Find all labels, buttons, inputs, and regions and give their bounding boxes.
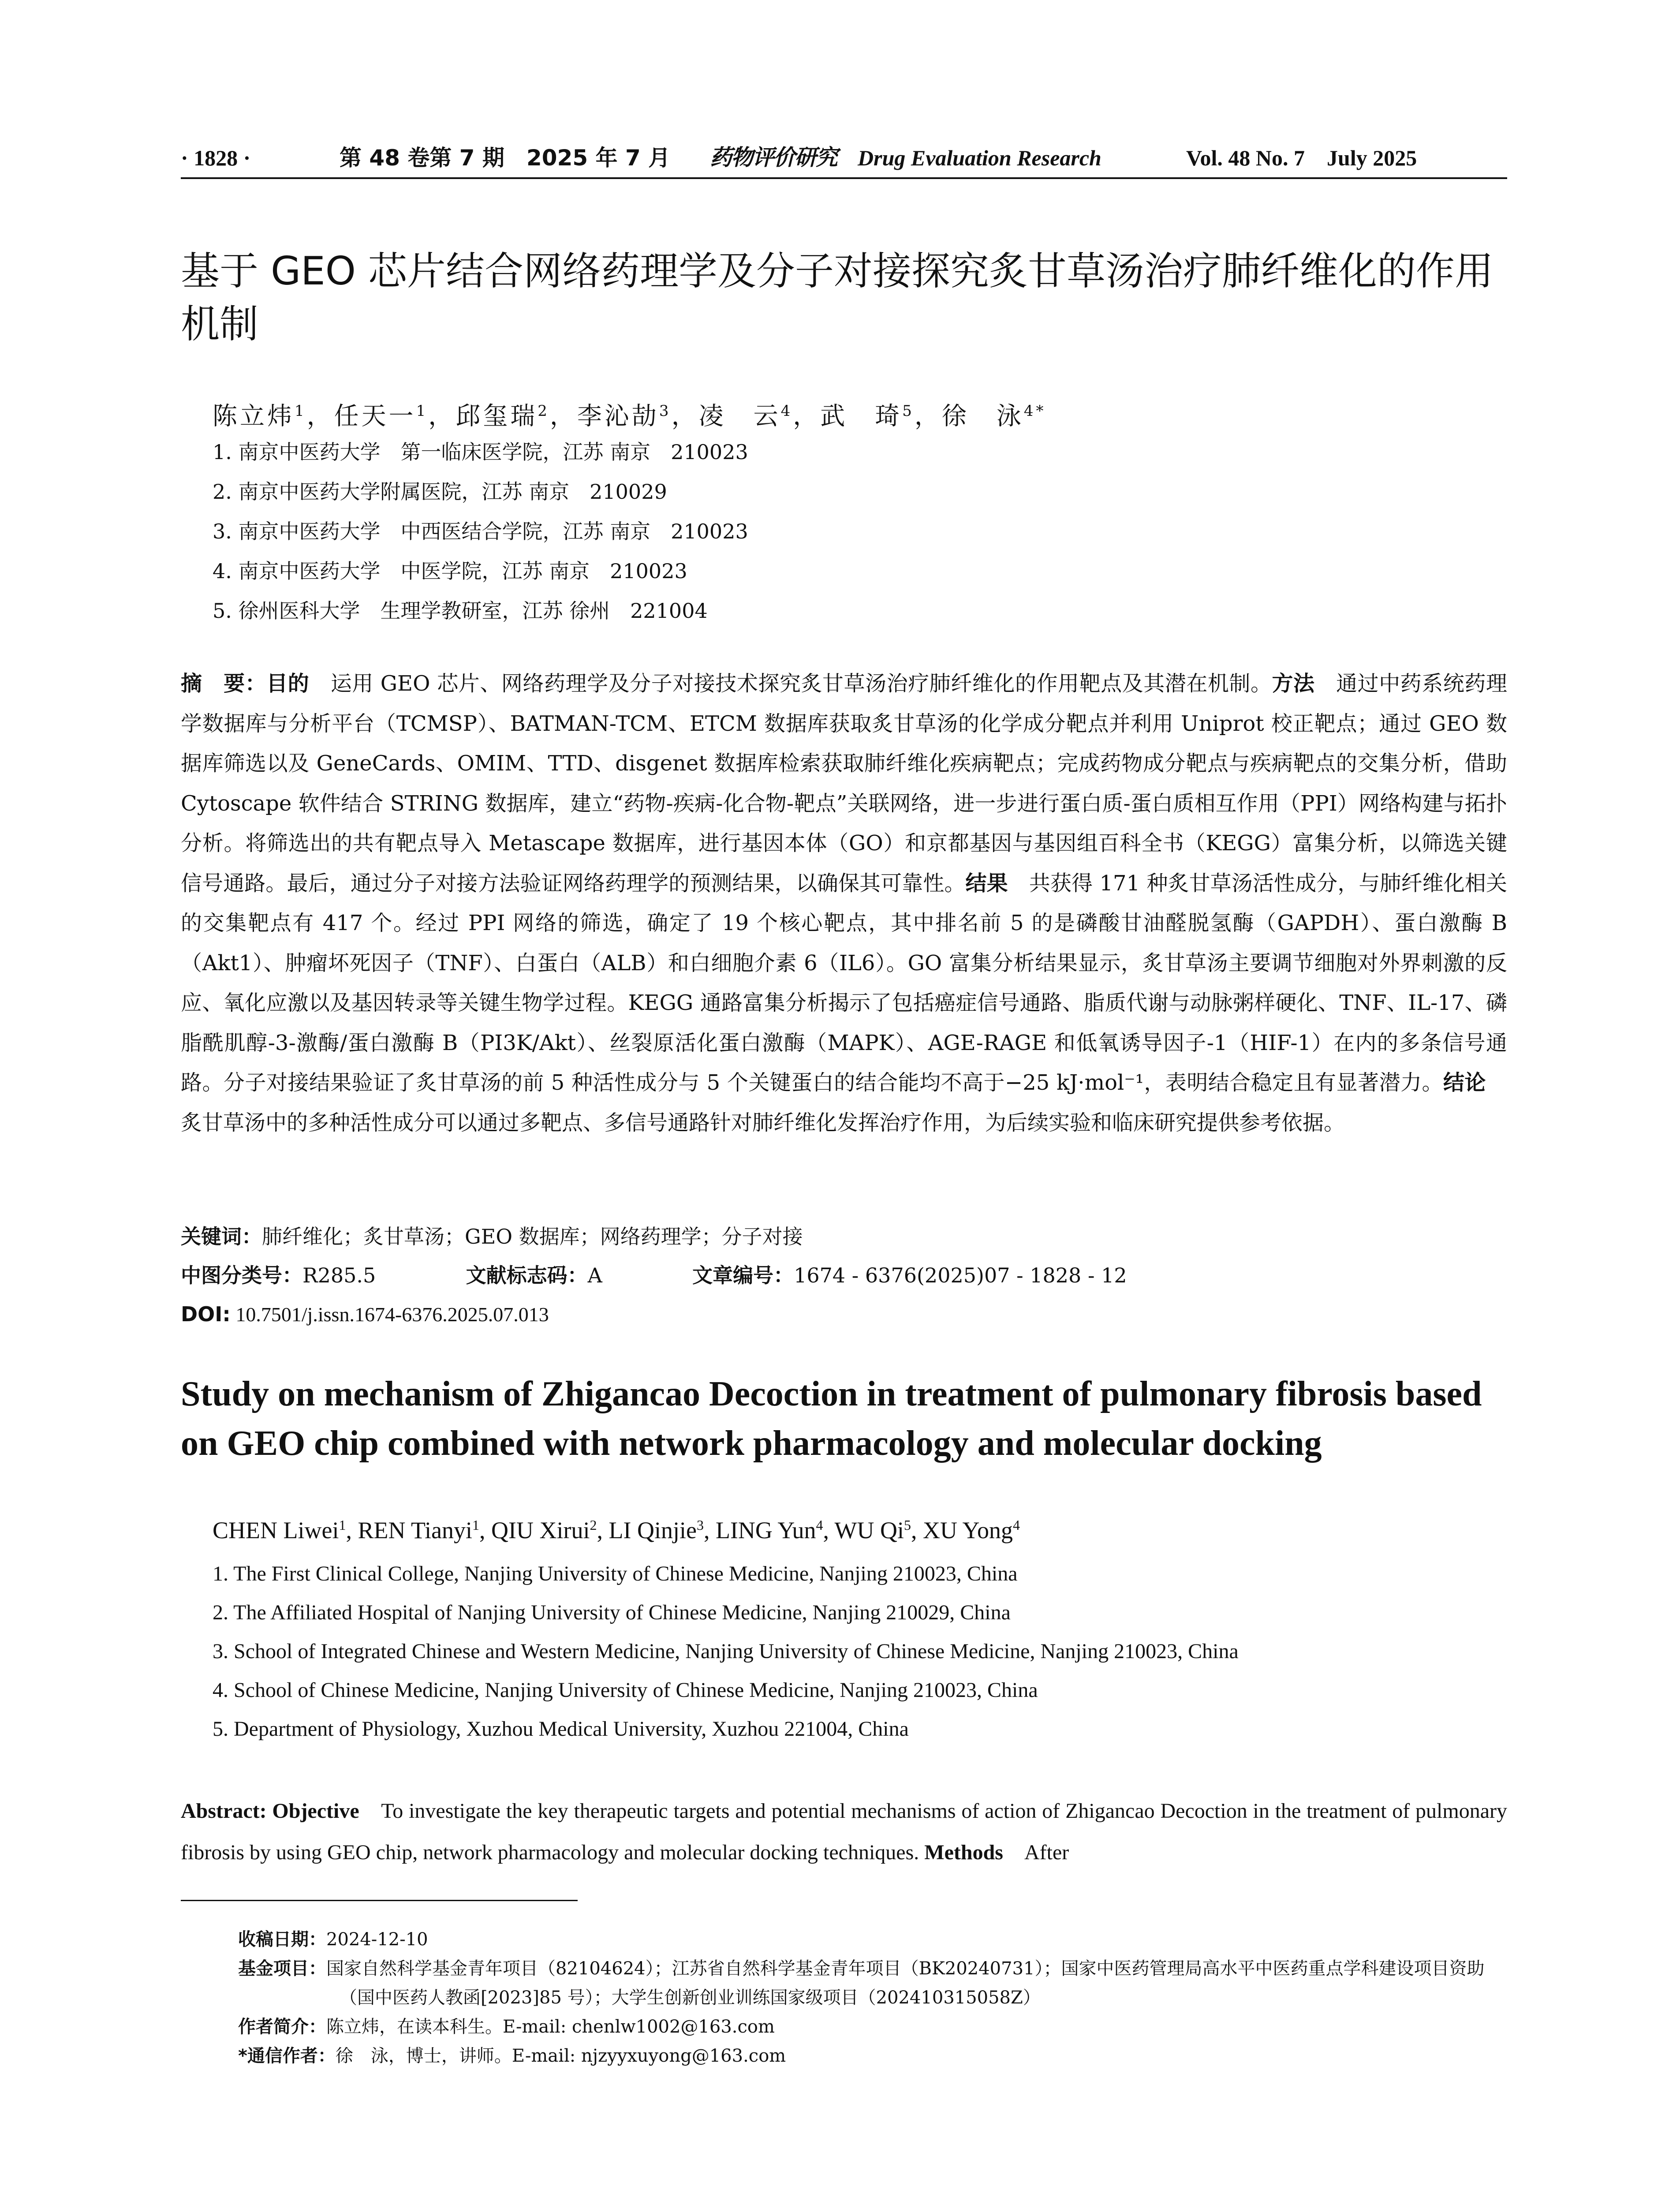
keywords-text: 肺纤维化；炙甘草汤；GEO 数据库；网络药理学；分子对接 xyxy=(262,1225,803,1248)
footnotes xyxy=(238,1925,1508,2070)
header-rule xyxy=(181,177,1507,179)
fund-value: 国家自然科学基金青年项目（82104624）；江苏省自然科学基金青年项目（BK20240731）；国家中医药管理局高水平中医药重点学科建设项目资助（国中医药人教函[2023]85 号）；大学生创新创业训练国家级项目（202410315058Z） xyxy=(326,1958,1485,2008)
author-en-affiliation-sup: 4 xyxy=(1013,1517,1020,1533)
issue-en: Vol. 48 No. 7 July 2025 xyxy=(1186,146,1417,170)
classification-line xyxy=(181,1256,1127,1295)
affiliation-cn-4: 4. 南京中医药大学 中医学院，江苏 南京 210023 xyxy=(213,559,687,583)
issue-cn: 第 48 卷第 7 期 2025 年 7 月 xyxy=(340,145,671,171)
clc-value: R285.5 xyxy=(302,1263,376,1287)
author-en-affiliation-sup: 5 xyxy=(903,1517,911,1533)
corresponding-label: *通信作者： xyxy=(238,2046,336,2066)
author-cn-affiliation-sup: 1 xyxy=(295,402,307,420)
author-cn-affiliation-sup: 3 xyxy=(659,402,672,420)
author-en-affiliation-sup: 4 xyxy=(816,1517,823,1533)
abstract-cn xyxy=(181,664,1507,1143)
title-en: Study on mechanism of Zhigancao Decoction in treatment of pulmonary fibrosis based on GEO chip combined with network pharmacology and molecular docking xyxy=(181,1375,1482,1463)
received-label: 收稿日期： xyxy=(238,1929,326,1950)
objective-label: 目的 xyxy=(266,671,310,696)
doi-link[interactable]: 10.7501/j.issn.1674-6376.2025.07.013 xyxy=(230,1303,549,1326)
affiliation-cn-3: 3. 南京中医药大学 中西医结合学院，江苏 南京 210023 xyxy=(213,519,748,543)
author-cn-affiliation-sup: 2 xyxy=(538,402,550,420)
article-number-value: 1674 - 6376(2025)07 - 1828 - 12 xyxy=(794,1263,1127,1287)
affiliations-en xyxy=(213,1555,1513,1749)
methods-label: 方法 xyxy=(1272,671,1315,696)
methods-text: 通过中药系统药理学数据库与分析平台（TCMSP）、BATMAN-TCM、ETCM 数据库获取炙甘草汤的化学成分靶点并利用 Uniprot 校正靶点；通过 GEO 数据库筛选以及 GeneCards、OMIM、TTD、disgenet 数据库检索获取肺纤维化疾病靶点；完成药物成分靶点与疾病靶点的交集分析，借助 Cytoscape 软件结合 STRING 数据库，建立“药物-疾病-化合物-靶点”关联网络，进一步进行蛋白质-蛋白质相互作用（PPI）网络构建与拓扑分析。将筛选出的共有靶点导入 Metascape 数据库，进行基因本体（GO）和京都基因与基因组百科全书（KEGG）富集分析，以筛选关键信号通路。最后，通过分子对接方法验证网络药理学的预测结果，以确保其可靠性。 xyxy=(181,671,1507,896)
page-number: · 1828 · xyxy=(181,146,251,170)
author-en-name: WU Qi xyxy=(834,1517,904,1544)
abstract-en-label: Abstract: Objective xyxy=(181,1799,359,1823)
author-cn-name: 陈立炜 xyxy=(213,402,295,431)
authors-cn: 陈立炜$^1$，任天一$^1$，邱玺瑞$^2$，李沁劼$^3$，凌 云$^4$，武 琦$^5$，徐 泳$^{4*}$ xyxy=(213,402,1046,431)
author-label: 作者简介： xyxy=(238,2017,326,2037)
author-cn-affiliation-sup: 4 xyxy=(780,402,793,420)
fund-label: 基金项目： xyxy=(238,1958,326,1979)
received-value: 2024-12-10 xyxy=(326,1929,428,1950)
fund-info xyxy=(238,1954,1508,2012)
author-cn-affiliation-sup: 4* xyxy=(1023,402,1046,420)
corresponding-value: 徐 泳，博士，讲师。E-mail: njzyyxuyong@163.com xyxy=(335,2046,786,2066)
affiliation-en-4: 4. School of Chinese Medicine, Nanjing University of Chinese Medicine, Nanjing 210023, China xyxy=(213,1678,1038,1702)
objective-en-text: To investigate the key therapeutic targets and potential mechanisms of action of Zhigancao Decoction in the treatment of pulmonary fibrosis by using GEO chip, network pharmacology and molecular docking techniques. xyxy=(181,1799,1507,1864)
doi-line xyxy=(181,1295,549,1334)
author-cn-name: 邱玺瑞 xyxy=(455,402,538,431)
author-cn-name: 李沁劼 xyxy=(577,402,659,431)
affiliation-cn-2: 2. 南京中医药大学附属医院，江苏 南京 210029 xyxy=(213,480,667,504)
received-date xyxy=(238,1925,1508,1954)
author-value: 陈立炜，在读本科生。E-mail: chenlw1002@163.com xyxy=(326,2017,775,2037)
title-cn: 基于 GEO 芯片结合网络药理学及分子对接探究炙甘草汤治疗肺纤维化的作用机制 xyxy=(181,248,1494,347)
author-cn-affiliation-sup: 1 xyxy=(416,402,429,420)
author-cn-affiliation-sup: 5 xyxy=(902,402,915,420)
author-cn-name: 徐 泳 xyxy=(941,402,1024,431)
journal-logo: 药物评价研究 xyxy=(710,144,837,170)
affiliation-en-3: 3. School of Integrated Chinese and Western Medicine, Nanjing University of Chinese Medicine, Nanjing 210023, China xyxy=(213,1640,1239,1663)
author-cn-name: 任天一 xyxy=(334,402,416,431)
author-en-name: LING Yun xyxy=(715,1517,816,1544)
affiliation-cn-5: 5. 徐州医科大学 生理学教研室，江苏 徐州 221004 xyxy=(213,599,708,623)
author-info xyxy=(238,2012,1508,2041)
author-en-affiliation-sup: 3 xyxy=(696,1517,704,1533)
author-en-name: XU Yong xyxy=(922,1517,1013,1544)
author-cn-name: 武 琦 xyxy=(820,402,903,431)
author-en-name: LI Qinjie xyxy=(609,1517,697,1544)
author-en-name: QIU Xirui xyxy=(491,1517,590,1544)
affiliation-en-2: 2. The Affiliated Hospital of Nanjing University of Chinese Medicine, Nanjing 210029, China xyxy=(213,1601,1011,1624)
author-en-name: CHEN Liwei xyxy=(213,1517,339,1544)
author-en-affiliation-sup: 2 xyxy=(590,1517,597,1533)
conclusion-text: 炙甘草汤中的多种活性成分可以通过多靶点、多信号通路针对肺纤维化发挥治疗作用，为后续实验和临床研究提供参考依据。 xyxy=(181,1070,1507,1135)
abstract-en xyxy=(181,1790,1507,1873)
doi-label: DOI: xyxy=(181,1302,231,1326)
keywords-label: 关键词： xyxy=(181,1225,262,1248)
conclusion-label: 结论 xyxy=(1443,1070,1486,1095)
doc-code-label: 文献标志码： xyxy=(466,1263,588,1287)
objective-text: 运用 GEO 芯片、网络药理学及分子对接技术探究炙甘草汤治疗肺纤维化的作用靶点及其潜在机制。 xyxy=(309,671,1272,696)
footnote-rule xyxy=(181,1900,578,1901)
author-cn-name: 凌 云 xyxy=(698,402,781,431)
clc-label: 中图分类号： xyxy=(181,1263,302,1287)
affiliation-en-1: 1. The First Clinical College, Nanjing University of Chinese Medicine, Nanjing 210023, China xyxy=(213,1562,1018,1585)
authors-en: CHEN Liwei$^1$, REN Tianyi$^1$, QIU Xirui$^2$, LI Qinjie$^3$, LING Yun$^4$, WU Qi$^5$, XU Yong$^4$ xyxy=(213,1517,1020,1544)
affiliation-cn-1: 1. 南京中医药大学 第一临床医学院，江苏 南京 210023 xyxy=(213,440,748,464)
keywords-cn xyxy=(181,1217,803,1256)
author-en-affiliation-sup: 1 xyxy=(472,1517,480,1533)
journal-name-en: Drug Evaluation Research xyxy=(858,146,1101,170)
author-en-affiliation-sup: 1 xyxy=(339,1517,346,1533)
corresponding-author xyxy=(238,2041,1508,2070)
abstract-cn-label: 摘 要： xyxy=(181,671,267,696)
doc-code-value: A xyxy=(587,1263,602,1287)
results-label: 结果 xyxy=(965,871,1008,896)
results-text: 共获得 171 种炙甘草汤活性成分，与肺纤维化相关的交集靶点有 417 个。经过 PPI 网络的筛选，确定了 19 个核心靶点，其中排名前 5 的是磷酸甘油醛脱氢酶（GAPDH）、蛋白激酶 B（Akt1）、肿瘤坏死因子（TNF）、白蛋白（ALB）和白细胞介素 6（IL6）。GO 富集分析结果显示，炙甘草汤主要调节细胞对外界刺激的反应、氧化应激以及基因转录等关键生物学过程。KEGG 通路富集分析揭示了包括癌症信号通路、脂质代谢与动脉粥样硬化、TNF、IL-17、磷脂酰肌醇-3-激酶/蛋白激酶 B（PI3K/Akt）、丝裂原活化蛋白激酶（MAPK）、AGE-RAGE 和低氧诱导因子-1（HIF-1）在内的多条信号通路。分子对接结果验证了炙甘草汤的前 5 种活性成分与 5 个关键蛋白的结合能均不高于−25 kJ·mol⁻¹，表明结合稳定且有显著潜力。 xyxy=(181,871,1507,1095)
article-number-label: 文章编号： xyxy=(692,1263,794,1287)
methods-en-label: Methods xyxy=(924,1841,1003,1864)
author-en-name: REN Tianyi xyxy=(358,1517,473,1544)
affiliations-cn xyxy=(213,432,1447,631)
methods-en-text: After xyxy=(1003,1841,1069,1864)
affiliation-en-5: 5. Department of Physiology, Xuzhou Medical University, Xuzhou 221004, China xyxy=(213,1717,909,1741)
